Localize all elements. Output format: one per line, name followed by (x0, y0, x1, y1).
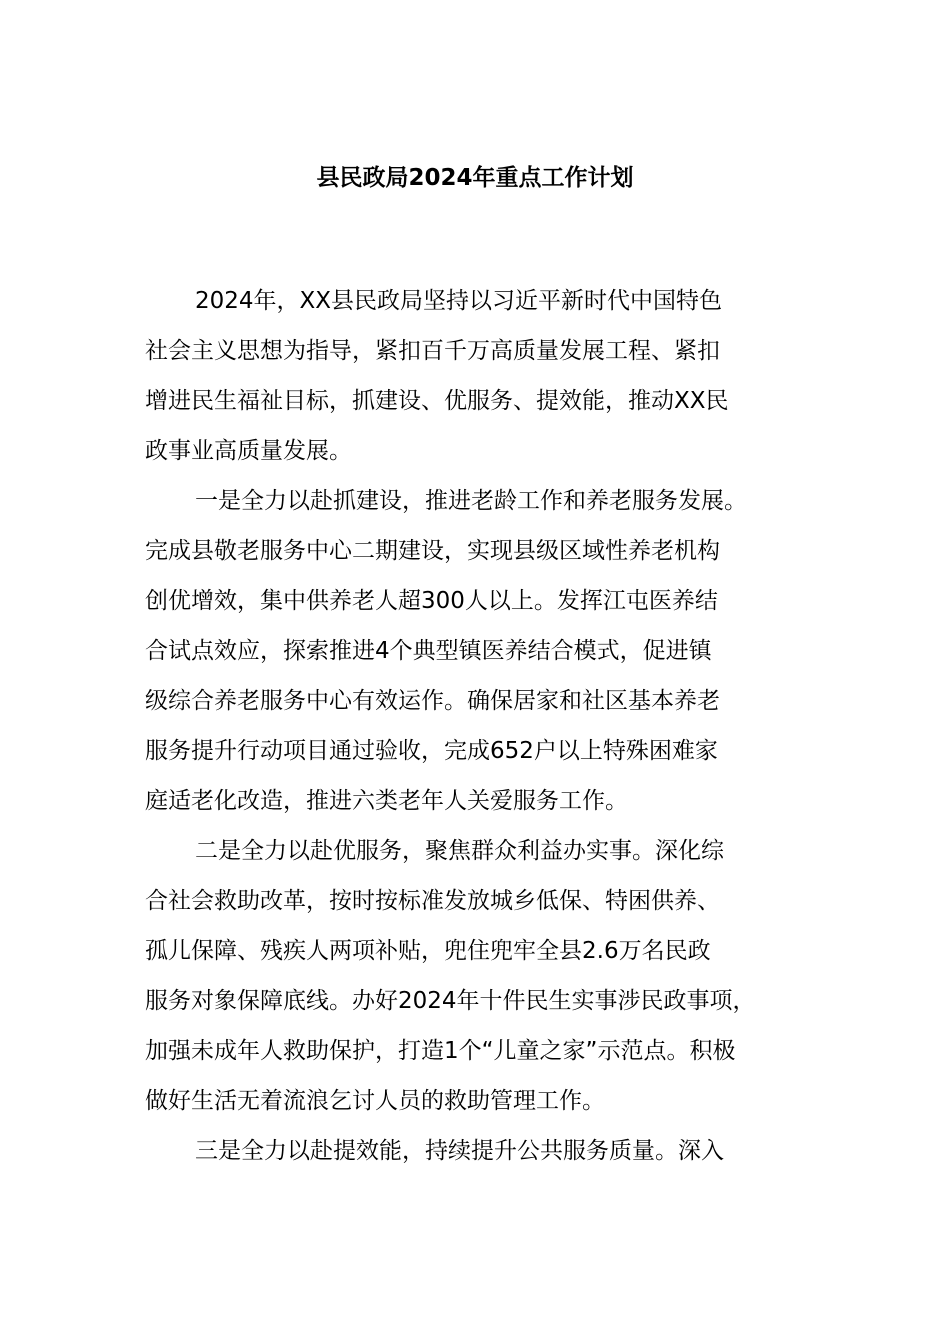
text-line: 完成县敬老服务中心二期建设，实现县级区域性养老机构 (145, 538, 720, 564)
text-line: 服务对象保障底线。办好2024年十件民生实事涉民政事项， (145, 988, 756, 1014)
text-line: 庭适老化改造，推进六类老年人关爱服务工作。 (145, 788, 628, 814)
text-line: 增进民生福祉目标，抓建设、优服务、提效能，推动XX民 (145, 388, 729, 414)
text-line: 合试点效应，探索推进4个典型镇医养结合模式，促进镇 (145, 638, 712, 664)
text-line: 加强未成年人救助保护，打造1个“儿童之家”示范点。积极 (145, 1038, 736, 1064)
text-line: 政事业高质量发展。 (145, 438, 352, 464)
text-line: 一是全力以赴抓建设，推进老龄工作和养老服务发展。 (195, 488, 747, 514)
text-line: 社会主义思想为指导，紧扣百千万高质量发展工程、紧扣 (145, 338, 720, 364)
text-line: 合社会救助改革，按时按标准发放城乡低保、特困供养、 (145, 888, 720, 914)
document-body (145, 283, 845, 1183)
text-line: 服务提升行动项目通过验收，完成652户以上特殊困难家 (145, 738, 718, 764)
text-line: 三是全力以赴提效能，持续提升公共服务质量。深入 (195, 1138, 724, 1164)
text-line: 2024年，XX县民政局坚持以习近平新时代中国特色 (195, 288, 723, 314)
text-line: 孤儿保障、残疾人两项补贴，兜住兜牢全县2.6万名民政 (145, 938, 711, 964)
text-line: 二是全力以赴优服务，聚焦群众利益办实事。深化综 (195, 838, 724, 864)
text-line: 做好生活无着流浪乞讨人员的救助管理工作。 (145, 1088, 605, 1114)
text-line: 创优增效，集中供养老人超300人以上。发挥江屯医养结 (145, 588, 718, 614)
text-line: 级综合养老服务中心有效运作。确保居家和社区基本养老 (145, 688, 720, 714)
document-title: 县民政局2024年重点工作计划 (316, 165, 634, 191)
